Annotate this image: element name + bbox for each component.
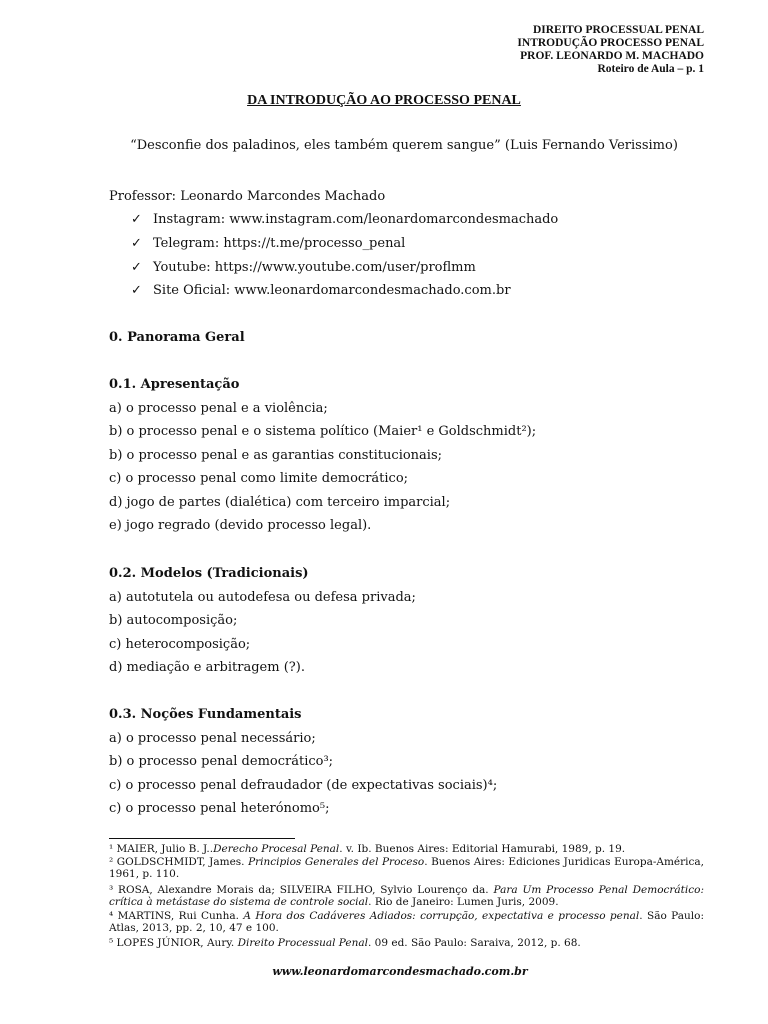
footnote-text: ⁵ LOPES JÚNIOR, Aury. xyxy=(109,937,235,949)
footnote-text: ³ ROSA, Alexandre Morais da; SILVEIRA FILHO, Sylvio Lourenço da. xyxy=(109,884,489,896)
list-item: a) o processo penal necessário; xyxy=(109,731,316,746)
footnote-text: . Rio de Janeiro: Lumen Juris, 2009. xyxy=(368,896,559,909)
footnote-3 xyxy=(109,884,704,909)
epigraph-quote: “Desconfie dos paladinos, eles também querem sangue” (Luis Fernando Verissimo) xyxy=(130,138,678,153)
list-item: e) jogo regrado (devido processo legal). xyxy=(109,518,372,533)
header-page-number: Roteiro de Aula – p. 1 xyxy=(597,63,704,75)
footnote-2 xyxy=(109,856,704,881)
footnote-1 xyxy=(109,843,704,855)
section-heading-modelos: 0.2. Modelos (Tradicionais) xyxy=(109,566,309,581)
footnote-title: Principios Generales del Proceso xyxy=(248,856,425,868)
section-heading-panorama: 0. Panorama Geral xyxy=(109,330,245,345)
section-heading-apresentacao: 0.1. Apresentação xyxy=(109,377,240,392)
checkmark-icon: ✓ xyxy=(131,283,142,298)
footer-website-link[interactable]: www.leonardomarcondesmachado.com.br xyxy=(272,965,528,978)
link-telegram-text[interactable]: Telegram: https://t.me/processo_penal xyxy=(153,236,406,251)
footnote-title: A Hora dos Cadáveres Adiados: corrupção, expectativa e processo penal xyxy=(243,910,640,922)
section-heading-nocoes: 0.3. Noções Fundamentais xyxy=(109,707,302,722)
link-site[interactable] xyxy=(131,283,511,299)
footnote-5 xyxy=(109,937,704,949)
list-item: b) o processo penal democrático³; xyxy=(109,754,334,769)
page-header xyxy=(517,24,704,76)
list-item: c) o processo penal heterónomo⁵; xyxy=(109,801,330,816)
list-item: c) heterocomposição; xyxy=(109,637,251,652)
footnote-title: Direito Processual Penal xyxy=(237,937,368,949)
checkmark-icon: ✓ xyxy=(131,236,142,251)
checkmark-icon: ✓ xyxy=(131,260,142,275)
footnote-title: Para Um Processo Penal Democrático: crítica à metástase do sistema de controle social xyxy=(109,884,704,909)
list-item: b) o processo penal e as garantias constitucionais; xyxy=(109,448,443,463)
link-telegram[interactable] xyxy=(131,236,405,252)
professor-label: Professor: Leonardo Marcondes Machado xyxy=(109,189,386,204)
header-course: DIREITO PROCESSUAL PENAL xyxy=(532,24,704,36)
list-item: b) autocomposição; xyxy=(109,613,238,628)
link-youtube[interactable] xyxy=(131,260,476,276)
list-item: c) o processo penal como limite democrático; xyxy=(109,471,409,486)
header-professor: PROF. LEONARDO M. MACHADO xyxy=(520,50,704,62)
list-item: c) o processo penal defraudador (de expectativas sociais)⁴; xyxy=(109,778,498,793)
link-instagram[interactable] xyxy=(131,212,558,228)
list-item: a) autotutela ou autodefesa ou defesa privada; xyxy=(109,590,416,605)
checkmark-icon: ✓ xyxy=(131,212,142,227)
link-youtube-text[interactable]: Youtube: https://www.youtube.com/user/proflmm xyxy=(153,260,476,275)
page-title: DA INTRODUÇÃO AO PROCESSO PENAL xyxy=(247,93,521,108)
list-item: d) jogo de partes (dialética) com terceiro imparcial; xyxy=(109,495,451,510)
link-instagram-text[interactable]: Instagram: www.instagram.com/leonardomarcondesmachado xyxy=(153,212,559,227)
footnote-4 xyxy=(109,910,704,935)
footnote-text: . Buenos Aires: Ediciones Juridicas Europa-América, 1961, p. 110. xyxy=(109,856,705,881)
footnote-text: . v. Ib. Buenos Aires: Editorial Hamurabi, 1989, p. 19. xyxy=(339,843,626,855)
footnote-text: ⁴ MARTINS, Rui Cunha. xyxy=(109,910,239,922)
list-item: b) o processo penal e o sistema político (Maier¹ e Goldschmidt²); xyxy=(109,424,537,439)
footnote-text: ¹ MAIER, Julio B. J.. xyxy=(109,843,214,855)
footnote-title: Derecho Procesal Penal xyxy=(213,843,340,855)
footnote-divider xyxy=(109,838,295,839)
list-item: a) o processo penal e a violência; xyxy=(109,401,328,416)
footnote-text: . São Paulo: Atlas, 2013, pp. 2, 10, 47 e 100. xyxy=(109,910,705,935)
list-item: d) mediação e arbitragem (?). xyxy=(109,660,305,675)
header-topic: INTRODUÇÃO PROCESSO PENAL xyxy=(517,37,704,49)
link-site-text[interactable]: Site Oficial: www.leonardomarcondesmachado.com.br xyxy=(153,283,511,298)
footnote-text: . 09 ed. São Paulo: Saraiva, 2012, p. 68. xyxy=(368,937,581,949)
footnote-text: ² GOLDSCHMIDT, James. xyxy=(109,856,245,868)
